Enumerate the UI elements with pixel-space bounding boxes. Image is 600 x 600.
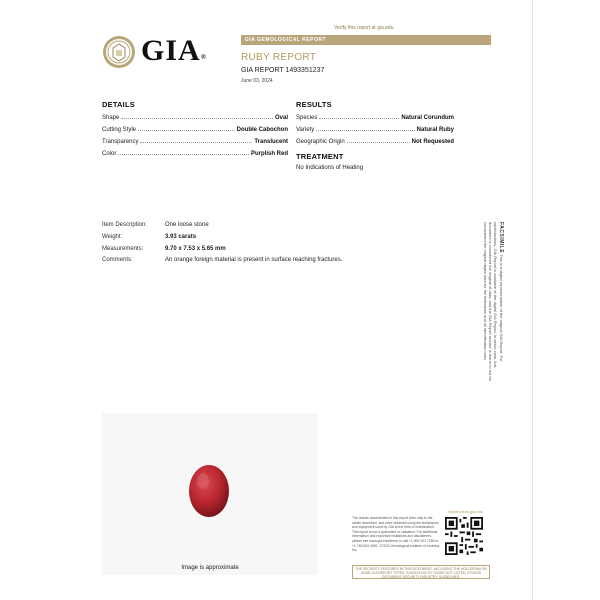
facsimile-notice — [483, 222, 510, 382]
results-row-variety: Variety Natural Ruby — [296, 127, 454, 133]
report-title: RUBY REPORT — [241, 52, 317, 63]
report-date: June 03, 2024 — [241, 78, 273, 84]
reportcheck-link[interactable]: reportcheck.gia.edu — [448, 509, 484, 514]
gia-wordmark: GIA® — [141, 34, 207, 67]
results-row-species: Species Natural Corundum — [296, 115, 454, 121]
verify-link[interactable]: Verify this report at gia.edu — [334, 25, 394, 31]
ruby-stone-image — [102, 413, 318, 575]
details-row-cutting-style: Cutting Style Double Cabochon — [102, 127, 288, 133]
security-warning: THE SECURITY FEATURES IN THIS DOCUMENT, INCLUDING THE HOLOGRAM ON SOME GIA REPORT TYPES, IN ADDITION TO THOSE NOT LISTED, EXCEED DOCUMENT SECURITY INDUSTRY GUIDELINES. — [352, 565, 490, 579]
band-label: GIA GEMOLOGICAL REPORT — [245, 37, 327, 43]
item-row-description: Item Description: One loose stone — [102, 222, 209, 228]
facsimile-text: This is a digital representation of the original GIA Report. For reproductions, GIA Report is available at the digital GIA Report. In which case, this document is considered the original of data, and the GIA Report archive is mirror to not be considered the original digital data for the limitations and all identification ones. — [483, 222, 504, 381]
item-row-weight: Weight: 3.93 carats — [102, 234, 197, 240]
item-row-comments: Comments: An orange foreign material is present in surface reaching fractures. — [102, 257, 343, 263]
page-edge — [532, 0, 533, 600]
details-heading: DETAILS — [102, 100, 135, 109]
details-row-shape: Shape Oval — [102, 115, 288, 121]
treatment-text: No Indications of Heating — [296, 165, 364, 171]
report-number: GIA REPORT 1493351237 — [241, 67, 325, 74]
results-heading: RESULTS — [296, 100, 332, 109]
details-row-transparency: Transparency Translucent — [102, 139, 288, 145]
stone-photo — [102, 413, 318, 575]
item-row-measurements: Measurements: 9.70 x 7.53 x 5.65 mm — [102, 246, 226, 252]
facsimile-title: FACSIMILE — [498, 222, 504, 254]
treatment-heading: TREATMENT — [296, 152, 344, 161]
details-row-color: Color Purplish Red — [102, 151, 288, 157]
report-band — [241, 35, 491, 45]
results-row-geographic-origin: Geographic Origin Not Requested — [296, 139, 454, 145]
image-caption: Image is approximate — [181, 565, 239, 571]
gia-seal-logo — [102, 35, 136, 69]
qr-code[interactable] — [445, 517, 483, 555]
disclaimer-text: The results documented in this report refer only to the article described, and were obtained using the techniques and equipment used by GIA at the time of examination. This report is not a guarantee or valuation. For additional information and important limitations and disclaimers, please see www.gia.edu/terms or call +1 800 421 7250 or +1 760 603 4500. ©2024 Gemological Institute of America, Inc. — [352, 516, 440, 553]
